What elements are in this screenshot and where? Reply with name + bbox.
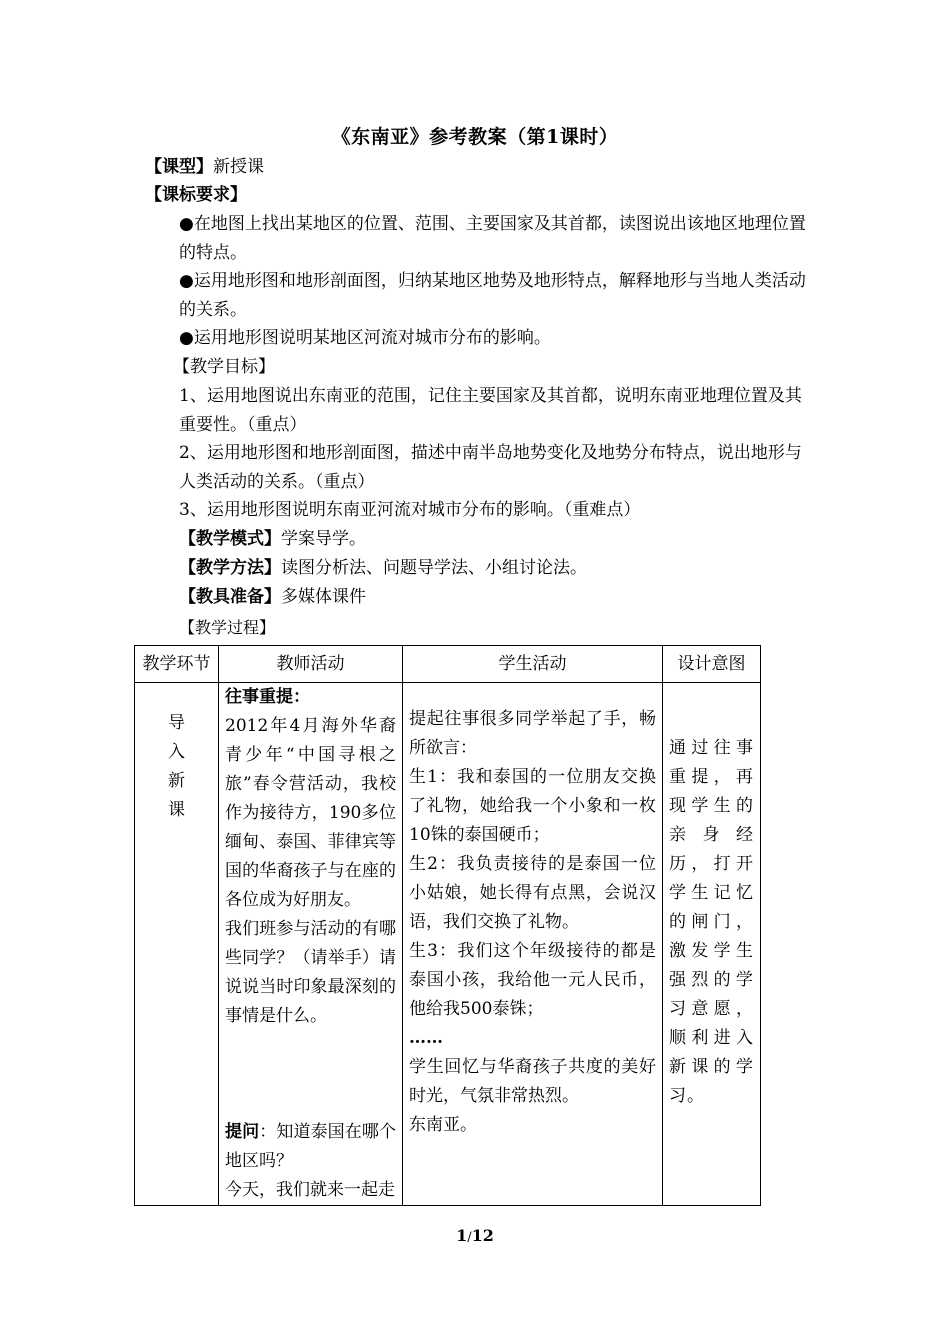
student-final-answer: 东南亚。 [409,1115,477,1135]
page-separator: / [467,1230,472,1245]
teaching-mode [179,525,366,554]
lesson-type-value: 新授课 [213,157,264,177]
stage-cell [135,683,219,1206]
teacher-text-3: ：知道泰国在哪个地区吗？ [225,1122,397,1171]
stage-char: 入 [168,742,185,762]
page-total: 12 [471,1226,494,1245]
teacher-question [225,1118,396,1176]
teacher-heading-2: 提问 [225,1122,260,1142]
curriculum-item-3: ●运用地形图说明某地区河流对城市分布的影响。 [179,328,551,348]
student-activity-cell [403,683,663,1206]
header-design: 设计意图 [663,646,761,683]
table-row [135,683,761,1206]
teacher-text-2: 我们班参与活动的有哪些同学？（请举手）请说说当时印象最深刻的事情是什么。 [225,919,396,1026]
curriculum-label: 【课标要求】 [145,185,247,205]
goal-item-1: 1、运用地图说出东南亚的范围，记住主要国家及其首都，说明东南亚地理位置及其重要性。（重点） [179,386,802,435]
teaching-tools-value: 多媒体课件 [281,587,366,607]
teaching-methods [179,554,587,583]
teaching-methods-value: 读图分析法、问题导学法、小组讨论法。 [281,558,587,578]
goals-label: 【教学目标】 [173,357,275,377]
stage-char: 课 [168,800,185,820]
student-answer-3: 生3：我们这个年级接待的都是泰国小孩，我给他一元人民币，他给我500泰铢； [409,941,656,1019]
table-header-row [135,646,761,683]
curriculum-item-2: ●运用地形图和地形剖面图，归纳某地区地势及地形特点，解释地形与当地人类活动的关系。 [179,271,806,320]
curriculum-item-1: ●在地图上找出某地区的位置、范围、主要国家及其首都，读图说出该地区地理位置的特点。 [179,214,806,263]
teaching-tools-label: 【教具准备】 [179,587,281,607]
page-title: 《东南亚》参考教案（第1课时） [331,126,619,148]
lesson-type-label: 【课型】 [145,157,213,177]
page-current: 1 [456,1226,468,1245]
teacher-heading-1: 往事重提： [225,687,310,707]
teaching-mode-value: 学案导学。 [281,529,366,549]
goal-item-3: 3、运用地形图说明东南亚河流对城市分布的影响。（重难点） [179,500,641,520]
lesson-process-table [134,645,761,1206]
teacher-text-1: 2012年4月海外华裔青少年“中国寻根之旅”春令营活动，我校作为接待方，190多位缅甸、泰国、菲律宾等国的华裔孩子与在座的各位成为好朋友。 [225,716,396,910]
teaching-mode-label: 【教学模式】 [179,529,281,549]
process-label: 【教学过程】 [179,618,276,637]
teacher-text-4: 今天，我们就来一起走 [225,1180,395,1200]
student-recall: 学生回忆与华裔孩子共度的美好时光，气氛非常热烈。 [409,1057,656,1106]
teaching-methods-label: 【教学方法】 [179,558,281,578]
header-stage: 教学环节 [135,646,219,683]
student-answer-2: 生2：我负责接待的是泰国一位小姑娘，她长得有点黑，会说汉语，我们交换了礼物。 [409,854,656,932]
lesson-type [145,153,264,182]
header-student: 学生活动 [403,646,663,683]
student-answer-1: 生1：我和泰国的一位朋友交换了礼物，她给我一个小象和一枚10铢的泰国硬币； [409,767,656,845]
student-ellipsis: …… [409,1028,443,1048]
stage-char: 新 [168,771,185,791]
page-number [0,1226,950,1245]
design-intent-cell [663,683,761,1206]
teacher-activity-cell [219,683,403,1206]
design-intent-text: 通过往事重提，再现学生的亲身经历，打开学生记忆的闸门，激发学生强烈的学习意愿，顺利进入新课的学习。 [669,738,754,1106]
teaching-tools [179,583,366,612]
student-intro: 提起往事很多同学举起了手，畅所欲言： [409,709,656,758]
header-teacher: 教师活动 [219,646,403,683]
stage-char: 导 [168,713,185,733]
goal-item-2: 2、运用地形图和地形剖面图，描述中南半岛地势变化及地势分布特点，说出地形与人类活动的关系。（重点） [179,443,802,492]
